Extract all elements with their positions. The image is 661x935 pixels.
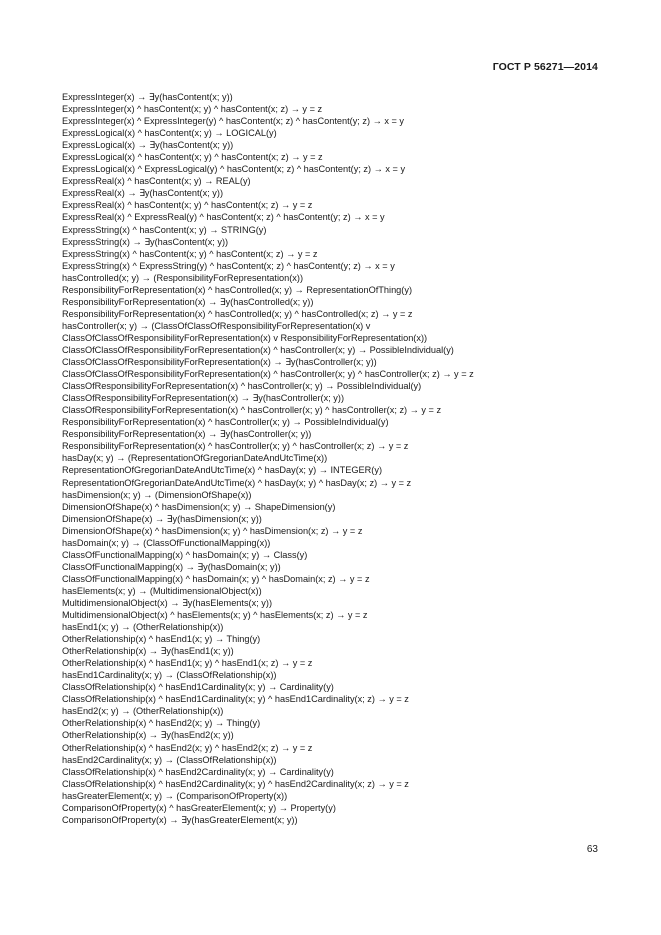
axiom-line: OtherRelationship(x) → ∃y(hasEnd1(x; y)) [62,646,234,657]
axiom-line: hasEnd1Cardinality(x; y) → (ClassOfRelationship(x)) [62,670,277,681]
axiom-line: OtherRelationship(x) ^ hasEnd2(x; y) → Thing(y) [62,718,261,729]
axiom-line: ExpressInteger(x) → ∃y(hasContent(x; y)) [62,92,233,102]
axiom-line: ClassOfClassOfResponsibilityForRepresentation(x) v ResponsibilityForRepresentation(x)) [62,332,428,343]
axiom-line: ClassOfClassOfResponsibilityForRepresentation(x) → ∃y(hasController(x; y)) [62,357,377,368]
axiom-line: ResponsibilityForRepresentation(x) ^ hasController(x; y) → PossibleIndividual(y) [62,417,389,428]
axiom-line: ResponsibilityForRepresentation(x) ^ hasController(x; y) ^ hasController(x; z) → y = z [62,441,409,452]
axiom-line: ExpressReal(x) ^ hasContent(x; y) ^ hasContent(x; z) → y = z [62,200,313,211]
axiom-line: ExpressLogical(x) → ∃y(hasContent(x; y)) [62,140,234,151]
axiom-line: hasDomain(x; y) → (ClassOfFunctionalMapping(x)) [62,537,271,548]
axiom-line: hasDay(x; y) → (RepresentationOfGregorianDateAndUtcTime(x)) [62,453,328,464]
axiom-line: hasGreaterElement(x; y) → (ComparisonOfProperty(x)) [62,790,288,801]
axiom-line: DimensionOfShape(x) → ∃y(hasDimension(x; y)) [62,513,262,524]
axiom-line: DimensionOfShape(x) ^ hasDimension(x; y) → ShapeDimension(y) [62,501,336,512]
axiom-line: OtherRelationship(x) ^ hasEnd1(x; y) → Thing(y) [62,634,261,645]
axiom-line: ClassOfClassOfResponsibilityForRepresentation(x) ^ hasController(x; y) → PossibleIndividual(y) [62,344,454,355]
axiom-line: OtherRelationship(x) ^ hasEnd1(x; y) ^ hasEnd1(x; z) → y = z [62,658,313,669]
axiom-line: ResponsibilityForRepresentation(x) ^ hasControlled(x; y) ^ hasControlled(x; z) → y = z [62,308,413,319]
axiom-line: ComparisonOfProperty(x) ^ hasGreaterElement(x; y) → Property(y) [62,802,336,813]
axiom-line: ClassOfFunctionalMapping(x) ^ hasDomain(x; y) → Class(y) [62,549,308,560]
axiom-line: hasEnd2(x; y) → (OtherRelationship(x)) [62,706,224,717]
axiom-line: ExpressLogical(x) ^ hasContent(x; y) ^ hasContent(x; z) → y = z [62,152,323,163]
axiom-line: ClassOfFunctionalMapping(x) ^ hasDomain(x; y) ^ hasDomain(x; z) → y = z [62,573,370,584]
axiom-line: ExpressInteger(x) ^ ExpressInteger(y) ^ hasContent(x; z) ^ hasContent(y; z) → x = y [62,116,405,127]
page-number: 63 [586,844,598,855]
axiom-line: ExpressString(x) ^ ExpressString(y) ^ hasContent(x; z) ^ hasContent(y; z) → x = y [62,260,395,271]
axiom-line: hasEnd2Cardinality(x; y) → (ClassOfRelationship(x)) [62,754,277,765]
axiom-line: ExpressReal(x) ^ hasContent(x; y) → REAL(y) [62,176,251,187]
axiom-line: ResponsibilityForRepresentation(x) → ∃y(hasController(x; y)) [62,429,312,440]
axiom-line: MultidimensionalObject(x) ^ hasElements(x; y) ^ hasElements(x; z) → y = z [62,610,368,621]
axiom-line: hasDimension(x; y) → (DimensionOfShape(x)) [62,489,252,500]
axiom-line: ResponsibilityForRepresentation(x) ^ hasControlled(x; y) → RepresentationOfThing(y) [62,284,413,295]
axiom-line: RepresentationOfGregorianDateAndUtcTime(x) ^ hasDay(x; y) → INTEGER(y) [62,465,383,476]
axiom-line: hasEnd1(x; y) → (OtherRelationship(x)) [62,622,224,633]
axiom-line: hasControlled(x; y) → (ResponsibilityForRepresentation(x)) [62,272,304,283]
axiom-line: ClassOfRelationship(x) ^ hasEnd1Cardinality(x; y) ^ hasEnd1Cardinality(x; z) → y = z [62,694,409,705]
axiom-line: MultidimensionalObject(x) → ∃y(hasElements(x; y)) [62,597,273,608]
axiom-line: ClassOfRelationship(x) ^ hasEnd2Cardinality(x; y) ^ hasEnd2Cardinality(x; z) → y = z [62,778,409,789]
axiom-line: ClassOfResponsibilityForRepresentation(x) ^ hasController(x; y) ^ hasController(x; z) → y = z [62,405,442,416]
axiom-line: ExpressLogical(x) ^ ExpressLogical(y) ^ hasContent(x; z) ^ hasContent(y; z) → x = y [62,164,406,175]
axiom-line: ExpressString(x) ^ hasContent(x; y) → STRING(y) [62,224,267,235]
axiom-line: hasController(x; y) → (ClassOfClassOfResponsibilityForRepresentation(x) v [62,320,371,331]
axiom-line: ClassOfClassOfResponsibilityForRepresentation(x) ^ hasController(x; y) ^ hasController(x; z) → y = z [62,369,474,380]
axiom-line: RepresentationOfGregorianDateAndUtcTime(x) ^ hasDay(x; y) ^ hasDay(x; z) → y = z [62,477,412,488]
axiom-line: ExpressString(x) → ∃y(hasContent(x; y)) [62,236,229,247]
axiom-line: ClassOfResponsibilityForRepresentation(x) ^ hasController(x; y) → PossibleIndividual(y) [62,381,422,392]
axiom-line: ExpressLogical(x) ^ hasContent(x; y) → LOGICAL(y) [62,128,277,139]
axiom-line: ClassOfRelationship(x) ^ hasEnd2Cardinality(x; y) → Cardinality(y) [62,766,334,777]
axiom-line: ResponsibilityForRepresentation(x) → ∃y(hasControlled(x; y)) [62,296,314,307]
axiom-line: ClassOfFunctionalMapping(x) → ∃y(hasDomain(x; y)) [62,561,281,572]
axiom-line: ExpressString(x) ^ hasContent(x; y) ^ hasContent(x; z) → y = z [62,248,318,259]
axiom-line: OtherRelationship(x) → ∃y(hasEnd2(x; y)) [62,730,234,741]
standard-designation: ГОСТ Р 56271—2014 [492,61,598,73]
axiom-line: ExpressInteger(x) ^ hasContent(x; y) ^ hasContent(x; z) → y = z [62,104,323,115]
axiom-line: ExpressReal(x) → ∃y(hasContent(x; y)) [62,188,224,199]
axiom-line: OtherRelationship(x) ^ hasEnd2(x; y) ^ hasEnd2(x; z) → y = z [62,742,313,753]
axiom-line: DimensionOfShape(x) ^ hasDimension(x; y) ^ hasDimension(x; z) → y = z [62,525,363,536]
axiom-line: ClassOfRelationship(x) ^ hasEnd1Cardinality(x; y) → Cardinality(y) [62,682,334,693]
axiom-line: hasElements(x; y) → (MultidimensionalObject(x)) [62,585,262,596]
axiom-line: ComparisonOfProperty(x) → ∃y(hasGreaterElement(x; y)) [62,814,298,825]
axiom-list [62,91,622,826]
axiom-line: ClassOfResponsibilityForRepresentation(x) → ∃y(hasController(x; y)) [62,393,345,404]
axiom-line: ExpressReal(x) ^ ExpressReal(y) ^ hasContent(x; z) ^ hasContent(y; z) → x = y [62,212,385,223]
